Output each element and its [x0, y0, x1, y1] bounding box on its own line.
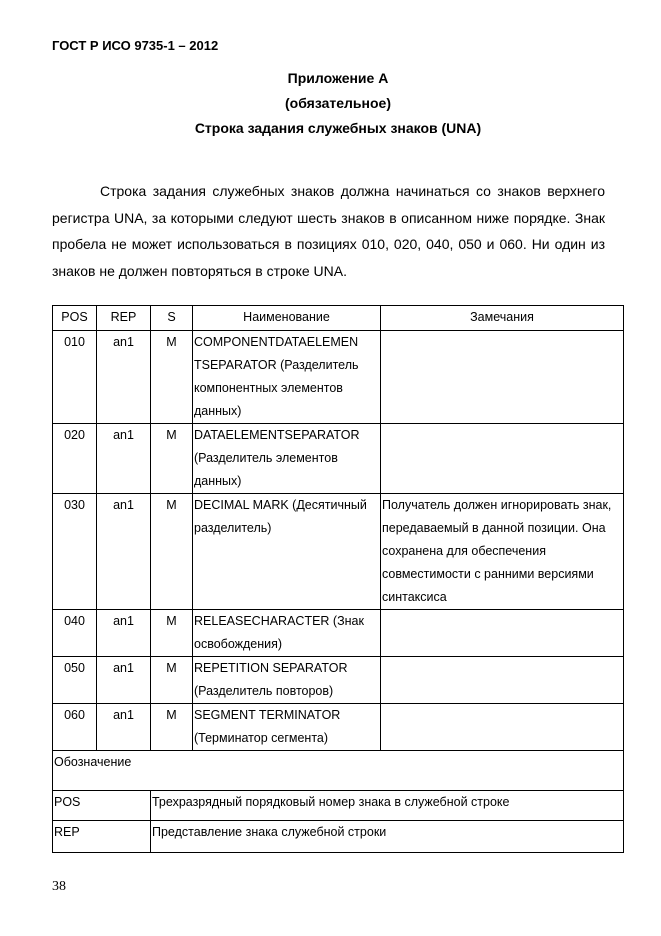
cell-rep: an1 — [97, 494, 151, 610]
legend-term: POS — [53, 791, 151, 821]
cell-s: M — [151, 704, 193, 751]
annex-title: Приложение А — [287, 70, 389, 86]
cell-rep: an1 — [97, 610, 151, 657]
annex-subtitle: Строка задания служебных знаков (UNA) — [194, 120, 482, 136]
cell-pos: 050 — [53, 657, 97, 704]
table-row — [53, 331, 624, 424]
cell-note — [381, 610, 624, 657]
table-row — [53, 610, 624, 657]
cell-name: REPETITION SEPARATOR (Разделитель повторов) — [193, 657, 381, 704]
cell-note — [381, 704, 624, 751]
cell-note — [381, 657, 624, 704]
cell-s: M — [151, 494, 193, 610]
table-row — [53, 704, 624, 751]
cell-s: M — [151, 610, 193, 657]
cell-pos: 040 — [53, 610, 97, 657]
intro-paragraph: Строка задания служебных знаков должна начинаться со знаков верхнего регистра UNA, за которыми следуют шесть знаков в описанном ниже порядке. Знак пробела не может использоваться в позициях 010, 020, 040, 050 и 060. Ни один из знаков не должен повторяться в строке UNA. — [52, 183, 605, 280]
header-name: Наименование — [193, 306, 381, 331]
legend-row — [53, 791, 624, 821]
legend-term: REP — [53, 821, 151, 853]
cell-name: RELEASECHARACTER (Знак освобождения) — [193, 610, 381, 657]
cell-note — [381, 424, 624, 494]
cell-name: DATAELEMENTSEPARATOR (Разделитель элементов данных) — [193, 424, 381, 494]
table-row — [53, 424, 624, 494]
cell-note — [381, 331, 624, 424]
page-number: 38 — [52, 879, 66, 894]
header-rep: REP — [97, 306, 151, 331]
cell-rep: an1 — [97, 331, 151, 424]
table-header-row — [53, 306, 624, 331]
legend-row — [53, 821, 624, 853]
cell-rep: an1 — [97, 704, 151, 751]
cell-name: COMPONENTDATAELEMEN TSEPARATOR (Разделитель компонентных элементов данных) — [193, 331, 381, 424]
cell-s: M — [151, 424, 193, 494]
cell-pos: 020 — [53, 424, 97, 494]
cell-name: DECIMAL MARK (Десятичный разделитель) — [193, 494, 381, 610]
header-pos: POS — [53, 306, 97, 331]
legend-title: Обозначение — [53, 751, 624, 791]
header-notes: Замечания — [381, 306, 624, 331]
cell-s: M — [151, 331, 193, 424]
cell-rep: an1 — [97, 657, 151, 704]
document-header: ГОСТ Р ИСО 9735-1 – 2012 — [52, 38, 219, 53]
una-table — [52, 305, 624, 853]
annex-status: (обязательное) — [284, 95, 391, 111]
cell-pos: 030 — [53, 494, 97, 610]
header-s: S — [151, 306, 193, 331]
cell-pos: 060 — [53, 704, 97, 751]
table-row — [53, 494, 624, 610]
cell-pos: 010 — [53, 331, 97, 424]
cell-s: M — [151, 657, 193, 704]
cell-note: Получатель должен игнорировать знак, передаваемый в данной позиции. Она сохранена для обеспечения совместимости с ранними версиями синтаксиса — [381, 494, 624, 610]
legend-desc: Трехразрядный порядковый номер знака в служебной строке — [151, 791, 624, 821]
table-row — [53, 657, 624, 704]
legend-desc: Представление знака служебной строки — [151, 821, 624, 853]
cell-rep: an1 — [97, 424, 151, 494]
legend-title-row — [53, 751, 624, 791]
cell-name: SEGMENT TERMINATOR (Терминатор сегмента) — [193, 704, 381, 751]
